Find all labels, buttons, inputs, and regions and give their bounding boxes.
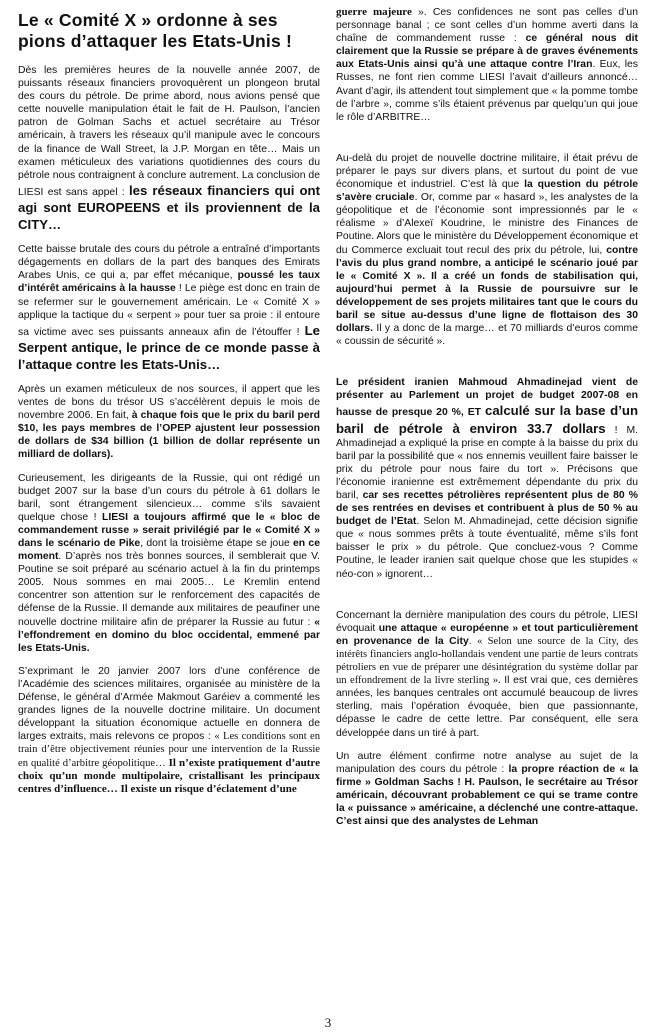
paragraph <box>336 376 638 580</box>
paragraph <box>336 750 638 829</box>
body-text: . Or, comme par « hasard », les analystes de la géopolitique et de l’économie sont impressionnés par le « réalisme » d’Alexeï Koudrine, le ministre des Finances de Poutine. Alors que le ministère du Développement économique et du Commerce excluait tout recul des prix du pétrole, lui, <box>336 192 638 256</box>
bold-text: Le président iranien Mahmoud Ahmadinejad vient de présenter au Parlement un projet de budget 2007-08 en hausse de presque 20 %, ET <box>336 377 638 419</box>
bold-text: à chaque fois que le prix du baril perd $10, les pays membres de l’OPEP ajustent leur possession de dollars de $34 billion (1 billion de dollar représente un milliard de dollars). <box>18 410 320 461</box>
quote-text: « Selon une source de la City, des intérêts financiers anglo-hollandais vendent une partie de leurs contrats pétroliers en vue de préparer une désintégration du système dollar par un effondrement de la livre sterling ». <box>336 635 639 687</box>
body-text: Dès les premières heures de la nouvelle année 2007, de puissants réseaux financiers provoquèrent un plongeon brutal des cours du pétrole. De prime abord, nous avions pensé que cette nouvelle manipulation était le fait de H. Paulson, l’ancien patron de Golman Sachs et actuel secrétaire au Trésor américain, à travers les réseaux qu’il manipule avec le concours de la finance de Wall Street, la J.P. Morgan en tête… Mais un examen méticuleux des variations quotidiennes des cours du pétrole nous contraignent à conclure autrement. La conclusion de LIESI est sans appel : <box>18 65 320 198</box>
bold-text: « l’effondrement en domino du bloc occidental, emmené par les Etats-Unis. <box>18 616 320 654</box>
body-text: Concernant la dernière manipulation des cours du pétrole, LIESI évoquait <box>336 609 638 634</box>
bold-text: la question du pétrole s’avère cruciale <box>336 179 638 204</box>
paragraph <box>18 472 320 655</box>
body-text: . D’après nos très bonnes sources, il semblerait que V. Poutine se soit préparé au scénario actuel à la fin du printemps 2005. Nous sommes en mai 2005… Le Kremlin entend concentrer son attention sur le renforcement des capacités de défense de la Russie. Il demande aux militaires de peaufiner une nouvelle doctrine militaire afin de préparer la Russie au futur : <box>18 551 320 628</box>
paragraph <box>18 665 320 796</box>
bold-text: LIESI a toujours affirmé que le « bloc de commandement russe » serait privilégié par le « Comité X » dans le scénario de Pike <box>18 511 320 549</box>
body-text: Un autre élément confirme notre analyse au sujet de la manipulation des cours du pétrole : <box>336 750 638 775</box>
right-column <box>336 6 638 838</box>
paragraph <box>336 152 638 348</box>
bold-text: une attaque « européenne » et tout particulièrement en provenance de la City <box>336 622 639 647</box>
body-text: , dont la troisième étape se joue <box>140 538 294 549</box>
body-text: ! Le piège est donc en train de se refermer sur le gouvernement américain. Le « Comité X » applique la tactique du « serpent » pour tuer sa proie : il entoure sa victime avec ses puissants anneaux afin de l’étouffer ! <box>18 283 320 338</box>
emphasis-text: les réseaux financiers qui ont agi sont EUROPEENS et ils proviennent de la CITY… <box>18 182 320 233</box>
paragraph <box>336 6 638 124</box>
bold-text: la propre réaction de « la firme » Goldman Sachs ! H. Paulson, le secrétaire au Trésor américain, découvrant probablement ce qui se trame contre la « puissance » américaine, a déclenché une contre-attaque. C’est ainsi que des analystes de Lehman <box>336 763 639 828</box>
emphasis-text: calculé sur la base d’un baril de pétrole à environ 33.7 dollars <box>336 403 638 436</box>
body-text: Il est vrai que, ces dernières années, les banques centrales ont accumulé beaucoup de livres sterling, mais l’opération évoquée, bien que passionnante, dépasse le cadre de cette lettre. Par conséquent, elle sera développée dans un tiré à part. <box>336 675 638 739</box>
body-text: . <box>468 635 478 647</box>
body-text: ! M. Ahmadinejad a expliqué la prise en compte à la baisse du prix du baril par la possibilité que « nos ennemis veuillent faire baisser le prix du pétrole pour nous faire du tort ». Précisons que l’économie iranienne est extrêmement dépendante du prix du baril, <box>336 424 639 501</box>
bold-text: poussé les taux d’intérêt américains à la hausse <box>18 270 320 295</box>
paragraph <box>18 383 320 462</box>
left-column <box>18 6 320 806</box>
quote-bold-text: Il n’existe pratiquement d’autre choix qu’un monde multipolaire, cristallisant les principaux centres d’influence… Il existe un risque d’éclatement d’une <box>18 756 320 795</box>
body-text: Au-delà du projet de nouvelle doctrine militaire, il était prévu de préparer le pays sur divers plans, et surtout du point de vue économique et industriel. C’est là que <box>336 152 638 191</box>
body-text: Après un examen méticuleux de nos sources, il appert que les ventes de bons du trésor US s’accélèrent depuis le mois de novembre 2006. En fait, <box>18 383 320 422</box>
bold-text: ce général nous dit clairement que la Russie se prépare à de graves événements aux Etats-Unis ainsi qu’à une attaque contre l’Iran <box>336 33 638 71</box>
quote-bold-text: guerre majeure <box>336 6 412 18</box>
bold-text: en ce moment <box>18 538 320 563</box>
quote-text: « Les conditions sont en train d’être objectivement réunies pour une intervention de la Russie en qualité d’arbitre géopolitique… <box>18 731 321 769</box>
page-number: 3 <box>324 1015 332 1030</box>
article-title: Le « Comité X » ordonne à ses pions d’attaquer les Etats-Unis ! <box>18 10 293 51</box>
body-text: . Selon M. Ahmadinejad, cette décision signifie que « nous sommes prêts à toute éventualité, même s’ils font baisser le prix » du pétrole. Que concluez-vous ? Comme Poutine, le leader iranien sait quelque chose que les stupides « néo-con » ignorent… <box>336 516 638 580</box>
body-text: Curieusement, les dirigeants de la Russie, qui ont rédigé un budget 2007 sur la base d’un cours du pétrole à 61 dollars le baril, sont étrangement silencieux… comme s’ils savaient quelque chose ! <box>18 472 320 523</box>
paragraph <box>18 64 320 233</box>
body-text: Il y a donc de la marge… et 70 milliards d’euros comme « coussin de sécurité ». <box>336 323 638 348</box>
emphasis-text: Le Serpent antique, le prince de ce monde passe à l’attaque contre les Etats-Unis… <box>18 322 320 372</box>
bold-text: contre l’avis du plus grand nombre, a anticipé le scénario joué par le « Comité X ». Il a créé un fonds de stabilisation qui, aujourd’hui permet à la Russie de poursuivre sur le développement de ses projets militaires tant que le cours du baril se situe au-dessus d’une ligne de flottaison des 30 dollars. <box>336 244 638 335</box>
body-text: Cette baisse brutale des cours du pétrole a entraîné d’importants dégagements en dollars de la part des banques des Emirats Arabes Unis, ce qui a, par effet mécanique, <box>18 244 320 282</box>
bold-text: car ses recettes pétrolières représentent plus de 80 % de ses rentrées en devises et contribuent à plus de 50 % au budget de l’Etat <box>336 490 638 528</box>
body-text: . Eux, les Russes, ne font rien comme LIESI l’avait d’ailleurs annoncé… Avant d’agir, ils attendent tout simplement que « la pomme tombe de l’arbre », comme s’ils étaient prévenus par quelqu’un qui joue le rôle d’ARBITRE… <box>336 59 638 123</box>
body-text: S’exprimant le 20 janvier 2007 lors d’une conférence de l’Académie des sciences militaires, organisée au ministère de la Défense, le général d’Armée Makmout Garéiev a commenté les grandes lignes de la nouvelle doctrine militaire. Un document développant la situation économique actuelle en donnera de larges extraits, mais relevons ce propos : <box>18 665 320 743</box>
paragraph <box>18 243 320 373</box>
paragraph <box>336 609 638 740</box>
body-text: ». Ces confidences ne sont pas celles d’un personnage banal ; ce sont celles d’un homme averti dans la chaîne de commandement russe : <box>336 7 638 45</box>
